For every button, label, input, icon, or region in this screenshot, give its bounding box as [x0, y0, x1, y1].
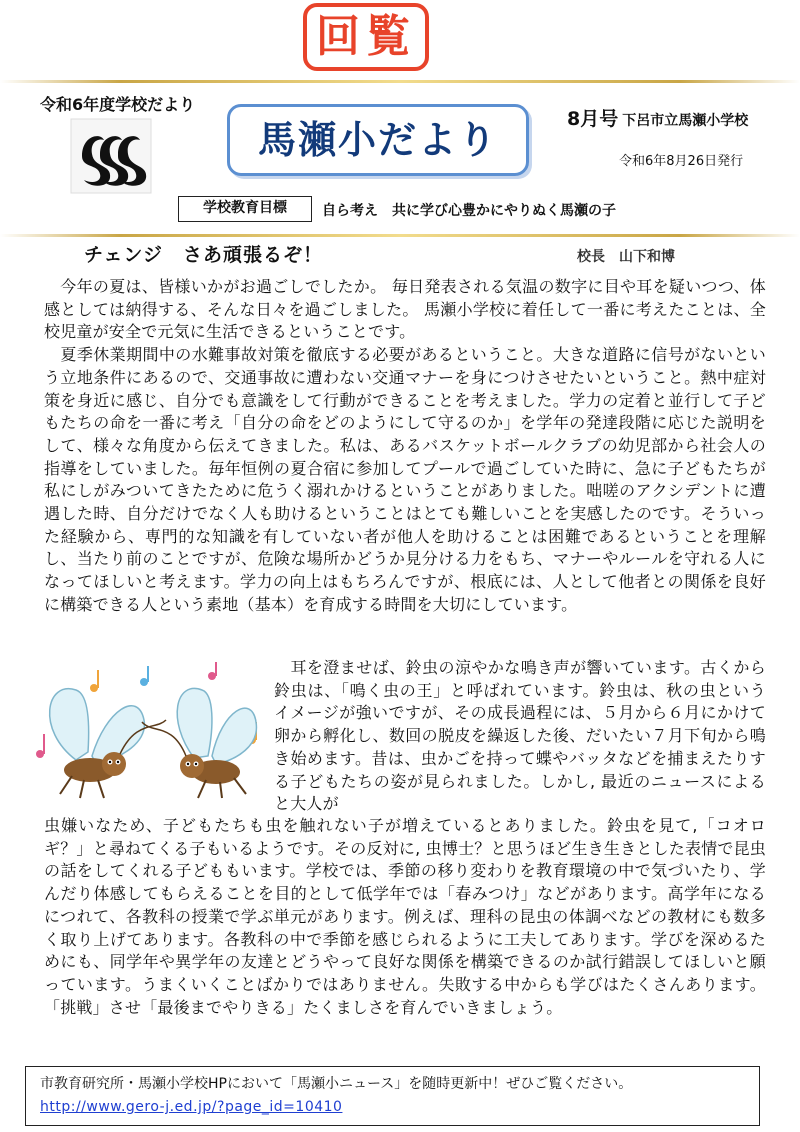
footer-box	[25, 1066, 760, 1126]
issue-date: 令和6年8月26日発行	[619, 154, 744, 169]
goal-label: 学校教育目標	[178, 196, 312, 222]
homepage-link[interactable]: http://www.gero-j.ed.jp/?page_id=10410	[40, 1099, 343, 1115]
article-paragraph-2: 耳を澄ませば、鈴虫の涼やかな鳴き声が響いています。古くから鈴虫は、「鳴く虫の王」と呼ばれています。鈴虫は、秋の虫というイメージが強いですが、その成長過程には、５月から６月にかけて卵から孵化し、数回の脱皮を繰返した後、だいたい７月下旬から鳴き始めます。昔は、虫かごを持って蝶やバッタなどを捕まえたりする子どもたちの姿が見られました。しかし, 最近のニュースによると大人が	[274, 658, 766, 814]
school-logo-icon	[70, 118, 152, 194]
bell-cricket-illustration	[26, 660, 264, 802]
year-label: 令和6年度学校だより	[40, 95, 196, 114]
issue-month: 8月号	[567, 108, 619, 130]
issue-info	[567, 104, 748, 131]
article-headline: チェンジ さあ頑張るぞ！	[84, 244, 323, 266]
article-author: 校長 山下和博	[577, 249, 675, 265]
top-gold-divider	[0, 80, 800, 83]
article-paragraph-3: 虫嫌いなため、子どもたちも虫を触れない子が増えているとありました。鈴虫を見て,「コオロギ？」と尋ねてくる子もいるようです。その反対に, 虫博士？と思うほど生き生きとした表情で昆虫の話をしてくれる子どももいます。学校では、季節の移り変わりを教育環境の中で気づいたり、学んだり体感してもらえることを目的として低学年では「春みつけ」などがあります。高学年になるにつれて、各教科の授業で学ぶ単元があります。例えば、理科の昆虫の体調べなどの教材にも数多く取り上げてあります。各教科の中で季節を感じられるように工夫してあります。学びを深めるためにも、同学年や異学年の友達とどうやって良好な関係を構築できるのか試行錯誤してほしいと願っています。うまくいくことばかりではありません。失敗する中からも学びはたくさんあります。「挑戦」させ「最後までやりきる」たくましさを育んでいきましょう。	[44, 816, 766, 1017]
footer-notice: 市教育研究所・馬瀬小学校HPにおいて「馬瀬小ニュース」を随時更新中！ぜひご覧ください。	[40, 1076, 633, 1092]
newsletter-title: 馬瀬小だより	[227, 104, 529, 176]
article-paragraph-1: 今年の夏は、皆様いかがお過ごしでしたか。 毎日発表される気温の数字に目や耳を疑いつつ、体感としては納得する、そんな日々を過ごしました。 馬瀬小学校に着任して一番に考えたことは、全校児童が安全で元気に生活できるということです。 夏季休業期間中の水難事故対策を徹底する必要があるということ。大きな道路に信号がないという立地条件にあるので、交通事故に遭わない交通マナーを身につけさせたいということ。熱中症対策を身近に感じ、自分でも意識をして行動ができることを考えました。学力の定着と並行して子どもたちの命を一番に考え「自分の命をどのようにして守るのか」を学年の発達段階に応じた説明をして、様々な角度から伝えてきました。私は、あるバスケットボールクラブの幼児部から社会人の指導をしていました。毎年恒例の夏合宿に参加してプールで過ごしていた時に、急に子どもたちが私にしがみついてきたために危うく溺れかけるということがありました。咄嗟のアクシデントに遭遇した時、自分だけでなく人も助けるということはとても難しいことを実感したのです。そういった経験から、専門的な知識を有していない者が他人を助けることは困難であるということを理解し、当たり前のことですが、危険な場所かどうか見分ける力をもち、マナーやルールを守れる人になってほしいと考えます。学力の向上はもちろんですが、根底には、人として他者との関係を良好に構築できる人という素地（基本）を育成する時間を大切にしています。	[44, 277, 766, 614]
bottom-gold-divider	[0, 234, 800, 237]
goal-text: 自ら考え 共に学び心豊かにやりぬく馬瀬の子	[322, 203, 616, 219]
circulate-stamp: 回覧	[303, 3, 429, 71]
school-name: 下呂市立馬瀬小学校	[622, 113, 749, 129]
